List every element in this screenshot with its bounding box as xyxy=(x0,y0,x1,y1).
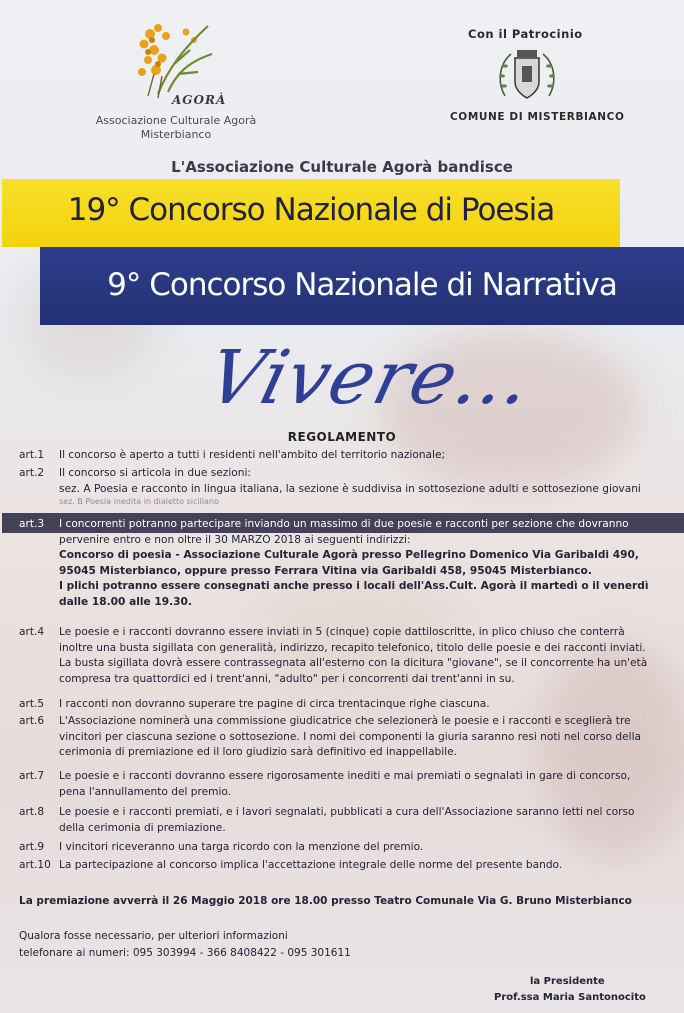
narrative-contest-title: 9° Concorso Nazionale di Narrativa xyxy=(107,267,617,303)
president-title: la Presidente xyxy=(530,976,605,987)
article-line: Le poesie e i racconti dovranno essere rigorosamente inediti e mai premiati o segnalati in gare di concorso, xyxy=(59,770,631,782)
article-text xyxy=(59,466,661,505)
article-line: L'Associazione nominerà una commissione giudicatrice che selezionerà le poesie e i racconti e sceglierà tre xyxy=(59,715,631,727)
contest-theme: Vivere... xyxy=(199,335,541,421)
article-number: art.4 xyxy=(19,626,45,638)
article-text xyxy=(59,714,661,761)
article-number: art.10 xyxy=(19,859,51,871)
article-line: sez. A Poesia e racconto in lingua italiana, la sezione è suddivisa in sottosezione adulti e sottosezione giovani xyxy=(59,482,641,495)
article-line: La busta sigillata dovrà essere contrassegnata all'esterno con la dicitura "giovane", se il concorrente ha un'età xyxy=(59,657,648,670)
article-number: art.3 xyxy=(19,518,45,530)
association-town-line: Misterbianco xyxy=(140,128,212,141)
article-line: della cerimonia di premiazione. xyxy=(59,821,226,834)
article-line: Le poesie e i racconti dovranno essere inviati in 5 (cinque) copie dattiloscritte, in plico chiuso che conterrà xyxy=(59,626,625,638)
contact-phones: telefonare ai numeri: 095 303994 - 366 8408422 - 095 301611 xyxy=(19,947,351,959)
article-line: 95045 Misterbianco, oppure presso Ferrara Vitina via Garibaldi 458, 95045 Misterbianco. xyxy=(59,564,592,577)
article-line: vincitori per ciascuna sezione o sottosezione. I nomi dei componenti la giuria saranno resi noti nel corso della xyxy=(59,730,642,743)
association-name xyxy=(86,114,266,142)
article-number: art.8 xyxy=(19,806,45,818)
poetry-title-band xyxy=(2,179,620,247)
article-number: art.1 xyxy=(19,449,45,461)
article-number: art.9 xyxy=(19,841,45,853)
article-line: Il concorso è aperto a tutti i residenti nell'ambito del territorio nazionale; xyxy=(59,449,446,461)
article-text xyxy=(59,769,661,800)
article-text xyxy=(59,858,661,874)
article-line: dalle 18.00 alle 19.30. xyxy=(59,595,192,608)
article-line: Le poesie e i racconti premiati, e i lavori segnalati, pubblicati a cura dell'Associazione saranno letti nel corso xyxy=(59,806,635,818)
article-text xyxy=(59,625,661,687)
article-text xyxy=(59,840,661,856)
article-text xyxy=(59,517,661,611)
patronage-label: Con il Patrocinio xyxy=(468,27,583,41)
article-line: I concorrenti potranno partecipare inviando un massimo di due poesie e racconti per sezione che dovranno xyxy=(59,518,629,530)
association-name-line: Associazione Culturale Agorà xyxy=(95,114,257,127)
article-text xyxy=(59,805,661,836)
article-line: compresa tra quattordici ed i trent'anni, "adulto" per i concorrenti dai trent'anni in su. xyxy=(59,672,515,685)
article-line-partial: sez. B Poesia inedita in dialetto siciliano xyxy=(59,497,219,506)
article-line: I racconti non dovranno superare tre pagine di circa trentacinque righe ciascuna. xyxy=(59,698,490,710)
article-line: cerimonia di premiazione ed il loro giudizio sarà definitivo ed inappellabile. xyxy=(59,746,457,759)
article-line: I plichi potranno essere consegnati anche presso i locali dell'Ass.Cult. Agorà il martedì o il venerdì xyxy=(59,580,649,593)
logo-wordmark: AGORÀ xyxy=(172,93,227,107)
president-name: Prof.ssa Maria Santonocito xyxy=(494,992,646,1003)
article-text xyxy=(59,448,661,464)
comune-name: COMUNE DI MISTERBIANCO xyxy=(450,111,625,123)
poetry-contest-title: 19° Concorso Nazionale di Poesia xyxy=(67,192,555,228)
article-line: Concorso di poesia - Associazione Culturale Agorà presso Pellegrino Domenico Via Garibaldi 490, xyxy=(59,549,639,562)
article-text xyxy=(59,697,661,713)
contact-line: Qualora fosse necessario, per ulteriori informazioni xyxy=(19,930,288,942)
article-number: art.6 xyxy=(19,715,45,727)
article-line: pervenire entro e non oltre il 30 MARZO 2018 ai seguenti indirizzi: xyxy=(59,533,411,546)
mimosa-logo-icon xyxy=(128,14,218,104)
municipal-crest-icon xyxy=(497,46,557,104)
award-ceremony-line: La premiazione avverrà il 26 Maggio 2018 ore 18.00 presso Teatro Comunale Via G. Bruno Misterbianco xyxy=(19,895,632,907)
article-number: art.5 xyxy=(19,698,45,710)
article-line: I vincitori riceveranno una targa ricordo con la menzione del premio. xyxy=(59,841,424,853)
article-number: art.2 xyxy=(19,467,45,479)
narrative-title-band xyxy=(40,247,684,325)
article-line: pena l'annullamento del premio. xyxy=(59,785,232,798)
article-line: Il concorso si articola in due sezioni: xyxy=(59,467,251,479)
rules-heading: REGOLAMENTO xyxy=(287,430,397,444)
article-line: La partecipazione al concorso implica l'accettazione integrale delle norme del presente bando. xyxy=(59,859,563,871)
article-line: inoltre una busta sigillata con generalità, indirizzo, recapito telefonico, titolo delle poesie e dei racconti inviati. xyxy=(59,641,646,654)
article-number: art.7 xyxy=(19,770,45,782)
announcement-line: L'Associazione Culturale Agorà bandisce xyxy=(171,158,513,176)
